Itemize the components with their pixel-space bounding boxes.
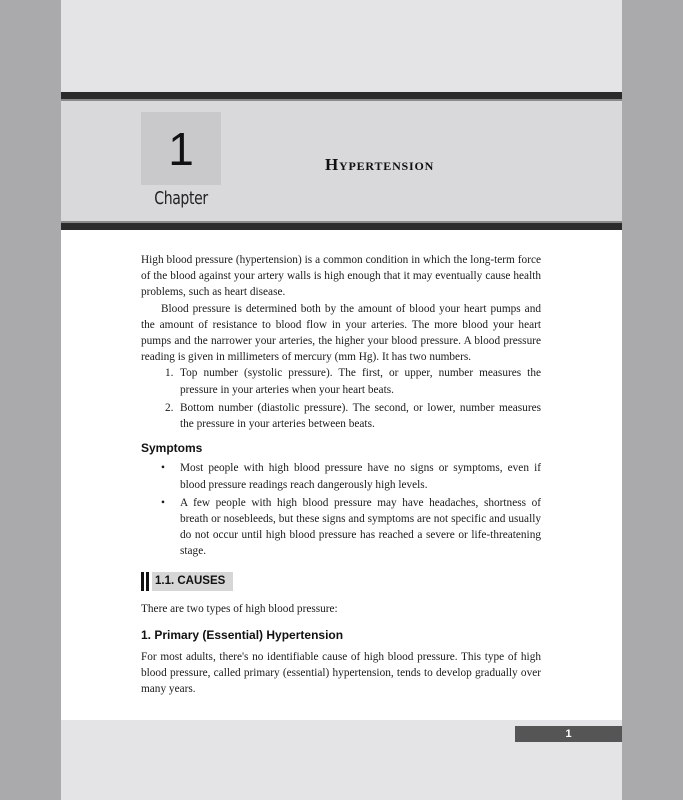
section-bar-icon: [146, 572, 149, 591]
list-number: 1.: [165, 367, 174, 380]
primary-hypertension-paragraph: For most adults, there's no identifiable cause of high blood pressure. This type of high blood pressure, called primary (essential) hypertension, tends to develop gradually over many years.: [141, 651, 541, 696]
section-bar-icon: [141, 572, 144, 591]
book-page: [61, 0, 622, 800]
symptoms-list: [141, 460, 541, 559]
symptoms-heading: Symptoms: [141, 441, 203, 456]
intro-paragraph: High blood pressure (hypertension) is a common condition in which the long-term force of the blood against your artery walls is high enough that it may eventually cause health problems, such as heart disease.: [141, 254, 541, 299]
header-bottom-rule: [61, 221, 622, 230]
bullet-icon: •: [161, 462, 165, 475]
section-heading: [141, 572, 541, 591]
list-item: [165, 365, 541, 397]
list-item-text: A few people with high blood pressure may have headaches, shortness of breath or nosebleeds, but these signs and symptoms are not specific and usually do not occur until high blood pressure has reached a severe or life-threatening stage.: [180, 496, 541, 558]
bullet-icon: •: [161, 496, 165, 509]
list-item: [161, 460, 541, 492]
paragraph-blood-pressure: Blood pressure is determined both by the amount of blood your heart pumps and the amount of resistance to blood flow in your arteries. The more blood your heart pumps and the narrower your arteries, the higher your blood pressure. A blood pressure reading is given in millimeters of mercury (mm Hg). It has two numbers.: [141, 302, 541, 364]
page-content: [61, 230, 622, 720]
primary-hypertension-heading: 1. Primary (Essential) Hypertension: [141, 627, 344, 642]
chapter-title: Hypertension: [325, 155, 435, 174]
body-text: [141, 252, 541, 698]
list-item-text: Bottom number (diastolic pressure). The second, or lower, number measures the pressure in your arteries between beats.: [180, 401, 541, 431]
list-item-text: Top number (systolic pressure). The first, or upper, number measures the pressure in your arteries when your heart beats.: [180, 367, 541, 396]
list-item: [165, 400, 541, 432]
chapter-word: Chapter: [154, 188, 208, 209]
list-item: [161, 495, 541, 560]
header-top-rule: [61, 92, 622, 99]
numbered-list: [141, 365, 541, 432]
causes-intro: There are two types of high blood pressure:: [141, 602, 338, 615]
chapter-number: 1: [168, 122, 194, 175]
page-number: 1: [515, 726, 622, 742]
chapter-number-box: [141, 112, 221, 185]
list-item-text: Most people with high blood pressure have no signs or symptoms, even if blood pressure readings reach dangerously high levels.: [180, 462, 541, 491]
section-label: 1.1. CAUSES: [152, 572, 233, 591]
list-number: 2.: [165, 401, 174, 414]
